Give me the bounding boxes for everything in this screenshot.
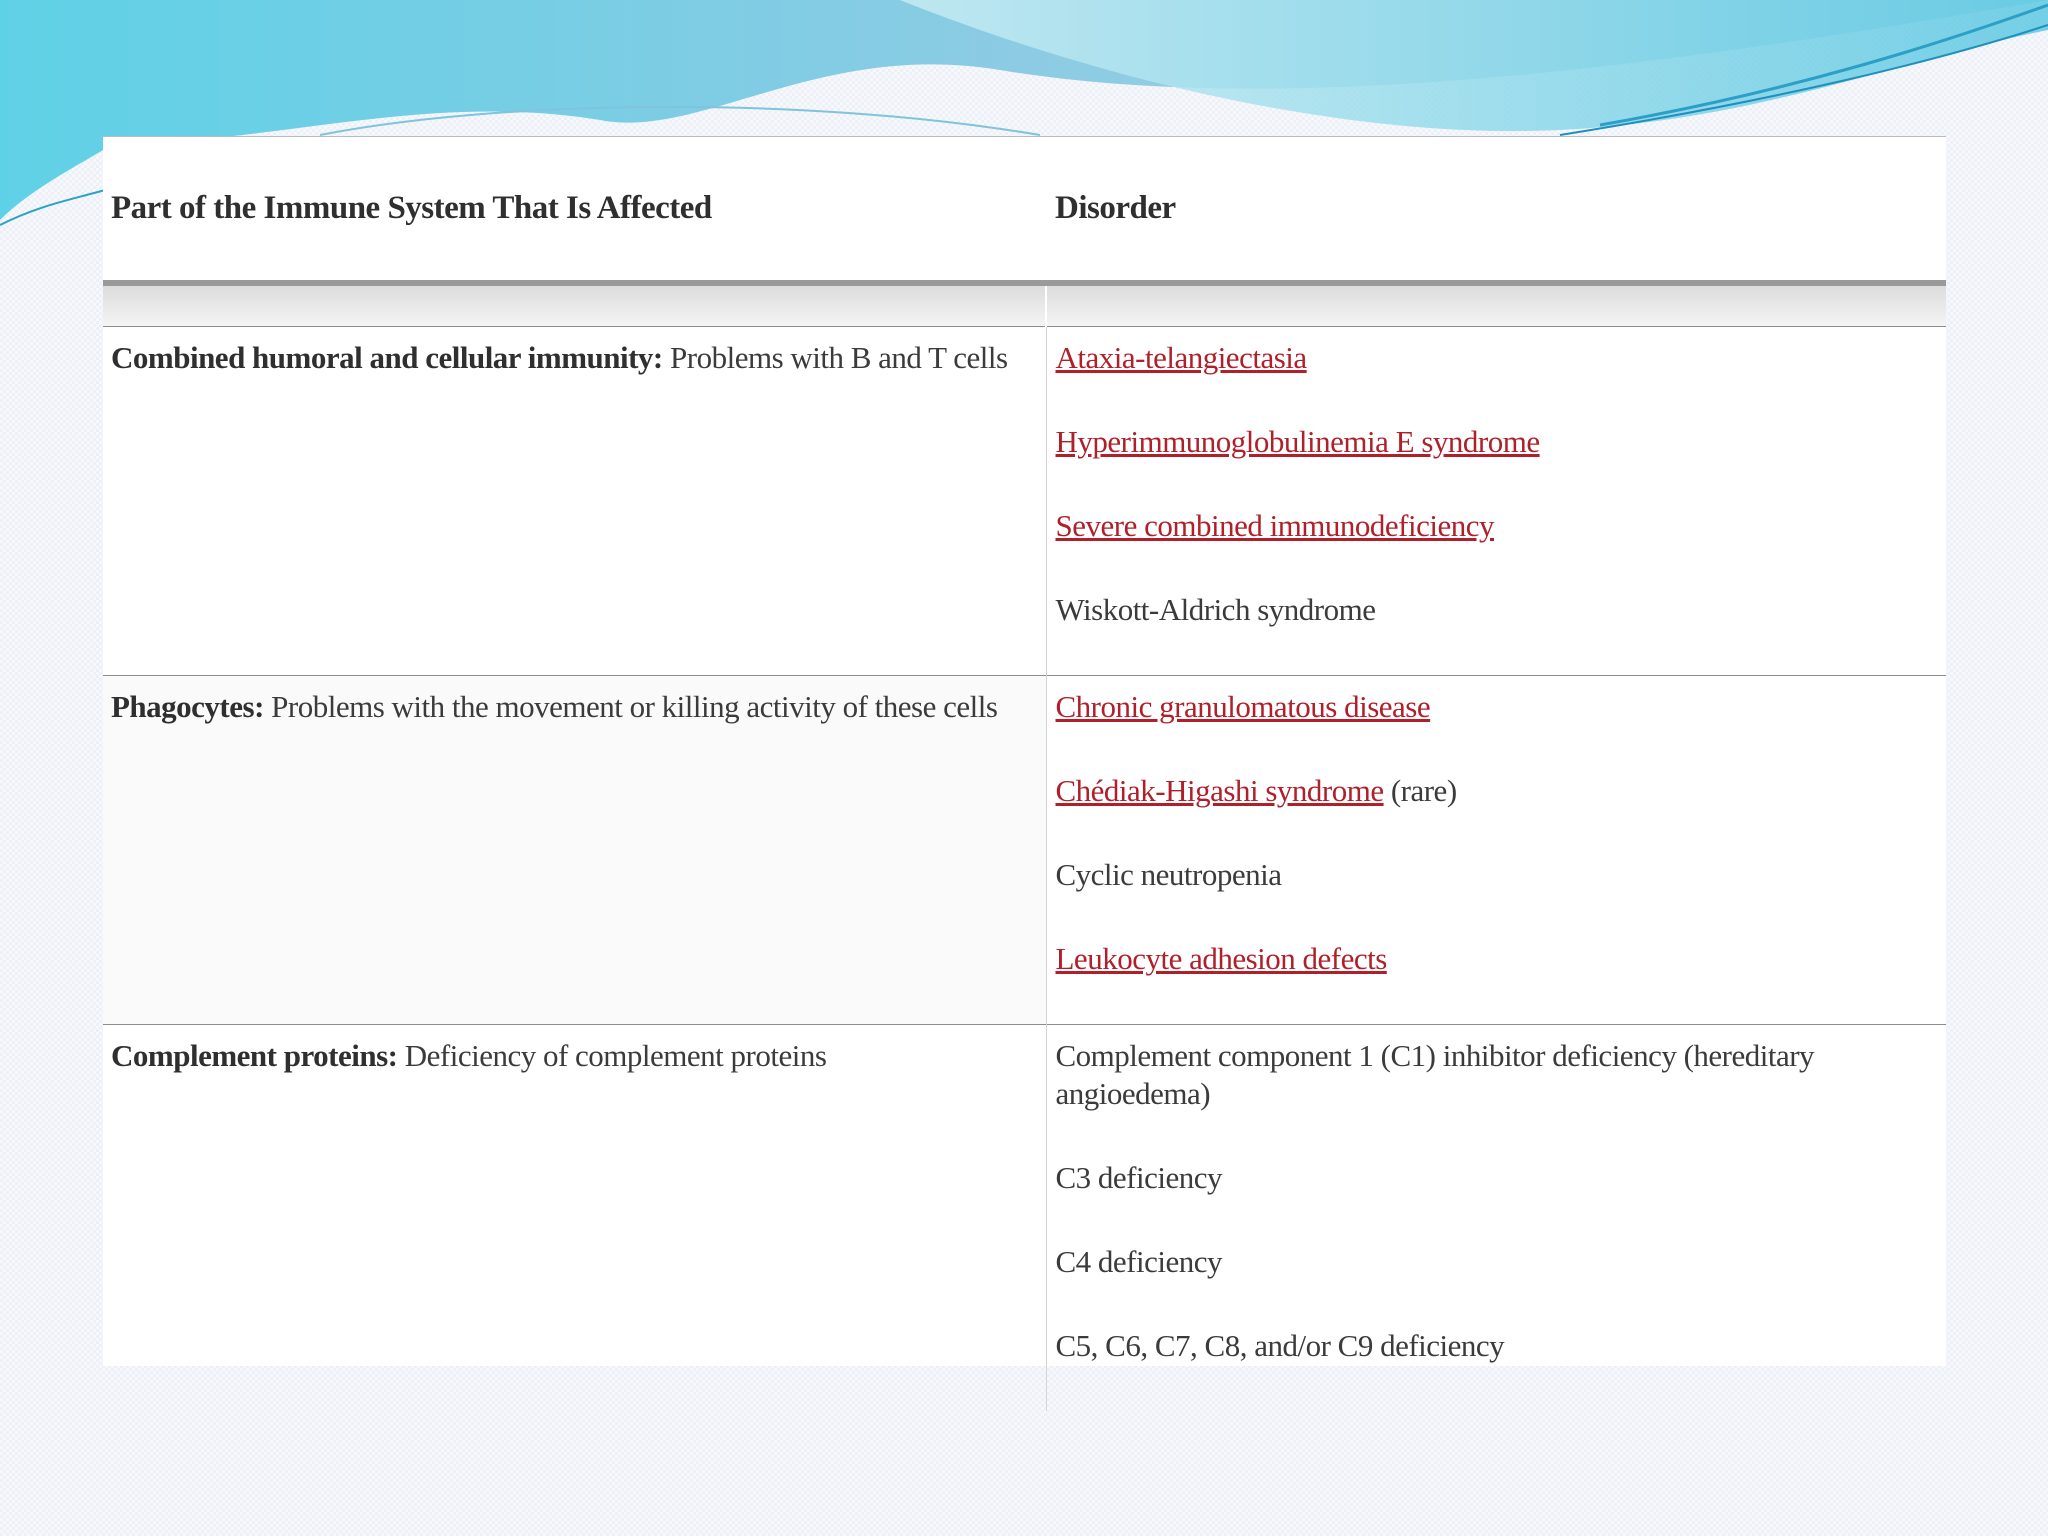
row-part-cell [103, 327, 1046, 676]
row-description: Deficiency of complement proteins [397, 1038, 827, 1073]
header-disorder: Disorder [1055, 190, 1176, 226]
disorder-link[interactable]: Severe combined immunodeficiency [1055, 508, 1495, 543]
disorder-text: Wiskott-Aldrich syndrome [1055, 592, 1376, 627]
immunodeficiency-table [103, 137, 1946, 1411]
disorder-text: C5, C6, C7, C8, and/or C9 deficiency [1055, 1328, 1505, 1363]
row-description: Problems with B and T cells [662, 340, 1008, 375]
header-shade [103, 286, 1946, 327]
row-disorder-cell [1046, 676, 1946, 1025]
row-category: Combined humoral and cellular immunity: [111, 340, 663, 375]
row-disorder-cell [1046, 1025, 1946, 1412]
disorder-text: C4 deficiency [1055, 1244, 1223, 1279]
disorder-link[interactable]: Leukocyte adhesion defects [1055, 941, 1387, 976]
disorder-link[interactable]: Ataxia-telangiectasia [1055, 340, 1307, 375]
disorder-link[interactable]: Chronic granulomatous disease [1055, 689, 1431, 724]
disorder-link[interactable]: Chédiak-Higashi syndrome [1055, 773, 1384, 808]
disorder-table-panel [103, 136, 1946, 1366]
disorder-link[interactable]: Hyperimmunoglobulinemia E syndrome [1055, 424, 1540, 459]
disorder-text: Complement component 1 (C1) inhibitor deficiency (hereditary angioedema) [1055, 1038, 1815, 1111]
row-part-cell [103, 1025, 1046, 1412]
row-category: Phagocytes: [111, 689, 264, 724]
table-row [103, 676, 1946, 1025]
disorder-text: C3 deficiency [1055, 1160, 1223, 1195]
row-category: Complement proteins: [111, 1038, 398, 1073]
row-description: Problems with the movement or killing activity of these cells [263, 689, 998, 724]
disorder-note: (rare) [1383, 773, 1457, 808]
table-row [103, 1025, 1946, 1412]
table-header-row [103, 137, 1946, 280]
table-row [103, 327, 1946, 676]
disorder-text: Cyclic neutropenia [1055, 857, 1282, 892]
header-part-affected: Part of the Immune System That Is Affected [111, 190, 712, 226]
row-part-cell [103, 676, 1046, 1025]
row-disorder-cell [1046, 327, 1946, 676]
